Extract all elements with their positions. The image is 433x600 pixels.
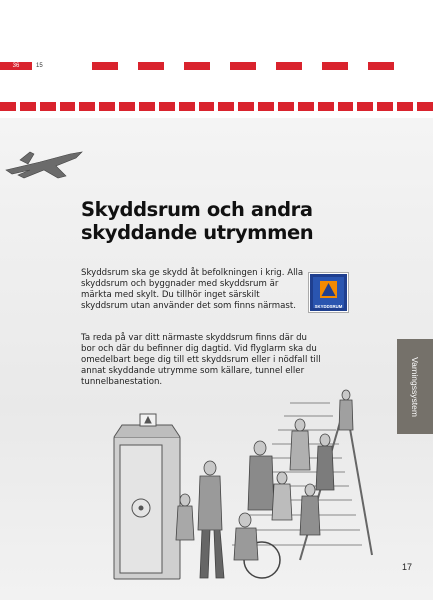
- title-line-1: Skyddsrum och andra: [81, 198, 313, 221]
- page-marker: [0, 62, 43, 70]
- marker-right: 15: [36, 63, 43, 69]
- sign-label: SKYDDSRUM: [314, 304, 343, 309]
- paragraph-1: Skyddsrum ska ge skydd åt befolkningen i krig. Alla skyddsrum och byggnader med skyddsrum är märkta med skylt. Du tillhör inget särskilt skyddsrum utan använder det som finns närmast.: [81, 268, 304, 311]
- separator-dash-line: [0, 102, 433, 111]
- top-dash-line: [92, 62, 394, 70]
- page-number: 17: [401, 562, 412, 572]
- marker-left: 36: [0, 62, 32, 70]
- skyddsrum-sign: [309, 273, 348, 312]
- title-line-2: skyddande utrymmen: [81, 221, 314, 244]
- page-title: [81, 198, 321, 244]
- civil-defence-triangle-icon: [313, 277, 344, 301]
- side-tab: [397, 339, 433, 434]
- side-tab-label: Varningssystem: [410, 356, 420, 417]
- paragraph-2: Ta reda på var ditt närmaste skyddsrum finns där du bor och där du befinner dig dagtid. Vid flyglarm ska du omedelbart bege dig till ett skyddsrum eller i nödfall till annat skyddande utrymme som källare, tunnel eller tunnelbanestation.: [81, 333, 321, 387]
